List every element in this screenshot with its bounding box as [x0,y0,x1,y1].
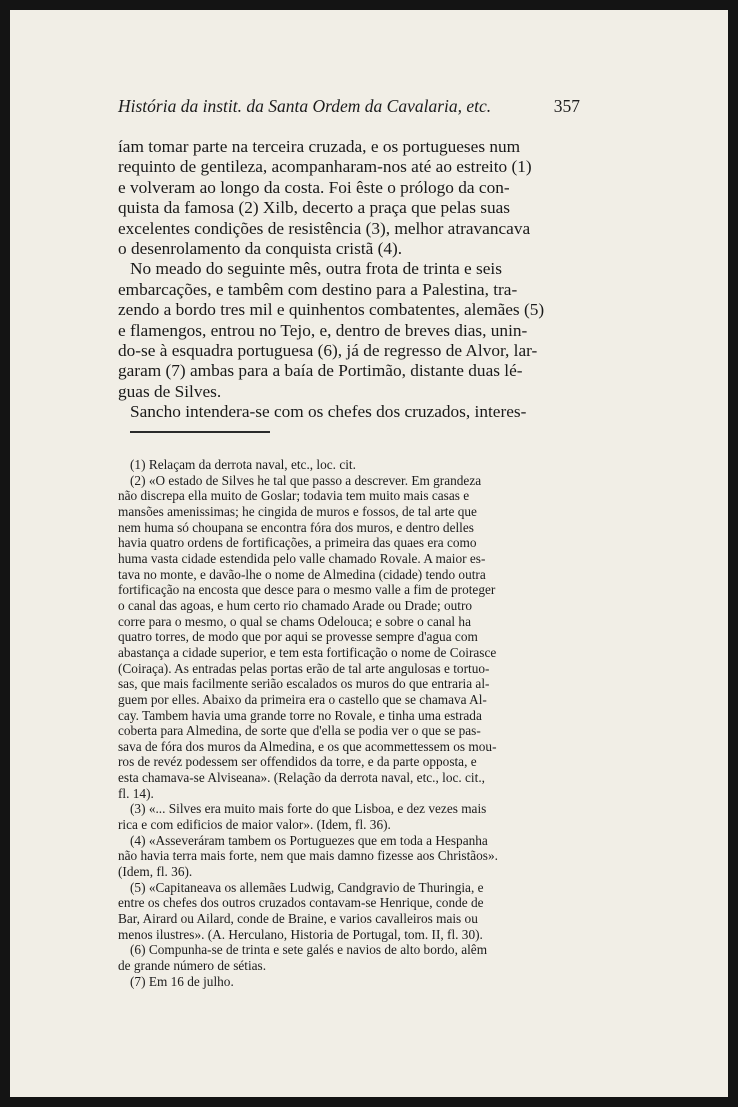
text-line: No meado do seguinte mês, outra frota de trinta e seis [130,259,502,279]
footnote-line: huma vasta cidade estendida pelo valle chamado Rovale. A maior es- [118,550,486,566]
footnote-line: ros de revéz podessem ser offendidos da torre, e da parte opposta, e [118,754,477,770]
running-header [118,96,580,117]
footnote-line: esta chamava-se Alviseana». (Relação da derrota naval, etc., loc. cit., [118,770,485,786]
page-number: 357 [553,96,580,116]
footnote-line: (Coiraça). As entradas pelas portas erão de tal arte angulosas e tortuo- [118,660,490,676]
footnote-line: (3) «... Silves era muito mais forte do que Lisboa, e dez vezes mais [130,801,487,817]
footnote-line: o canal das agoas, e hum certo rio chamado Arade ou Drade; outro [118,597,473,613]
footnote-line: (Idem, fl. 36). [118,864,193,880]
footnote-line: rica e com edificios de maior valor». (Idem, fl. 36). [118,817,391,833]
footnote-line: entre os chefes dos outros cruzados contavam-se Henrique, conde de [118,895,484,911]
footnote-line: Bar, Airard ou Ailard, conde de Braine, e varios cavalleiros mais ou [118,911,478,927]
text-line: íam tomar parte na terceira cruzada, e os portugueses num [118,137,521,156]
footnote-line: coberta para Almedina, de sorte que d'ella se podia ver o que se pas- [118,723,481,739]
text-line: guas de Silves. [118,381,222,401]
main-text [118,137,591,423]
footnote-line: não havia terra mais forte, nem que mais damno fizesse aos Christãos». [118,848,498,864]
footnote-line: (2) «O estado de Silves he tal que passo a descrever. Em grandeza [130,472,482,488]
footnote-line: de grande número de sétias. [118,958,267,973]
footnote-line: corre para o mesmo, o qual se chams Odelouca; e sobre o canal ha [118,613,471,629]
footnote-line: guem por elles. Abaixo da primeira era o castello que se chamava Al- [118,691,487,707]
footnote-line: sas, que mais facilmente serião escalados os muros do que entraria al- [118,676,490,692]
footnote-line: quatro torres, de modo que por aqui se provesse sempre d'agua com [118,629,478,645]
footnote-line: fortificação na encosta que desce para o mesmo valle a fim de proteger [118,582,496,598]
footnote-separator [130,431,270,433]
footnotes [118,457,591,989]
footnote-line: sava de fóra dos muros da Almedina, e os que acommettessem os mou- [118,738,497,754]
text-line: Sancho intendera-se com os chefes dos cruzados, interes- [130,402,527,422]
text-line: embarcações, e tambêm com destino para a Palestina, tra- [118,279,518,299]
footnote-line: nem huma só choupana se encontra fóra dos muros, e dentro delles [118,519,474,535]
text-line: excelentes condições de resistência (3), melhor atravancava [118,218,531,238]
footnote-line: (4) «Asseveráram tambem os Portuguezes que em toda a Hespanha [130,832,488,848]
footnote-line: não discrepa ella muito de Goslar; todavia tem muito mais casas e [118,488,470,504]
text-line: e flamengos, entrou no Tejo, e, dentro de breves dias, unin- [118,320,528,340]
text-line: do-se à esquadra portuguesa (6), já de regresso de Alvor, lar- [118,341,538,361]
text-line: zendo a bordo tres mil e quinhentos combatentes, alemães (5) [118,300,545,320]
text-line: e volveram ao longo da costa. Foi êste o prólogo da con- [118,177,510,197]
footnote-line: fl. 14). [118,785,154,801]
footnote-line: (7) Em 16 de julho. [130,973,234,989]
text-line: requinto de gentileza, acompanharam-nos até ao estreito (1) [118,157,532,177]
footnote-line: menos ilustres». (A. Herculano, Historia de Portugal, tom. II, fl. 30). [118,926,483,942]
running-title: História da instit. da Santa Ordem da Cavalaria, etc. [118,96,492,116]
footnote-line: (6) Compunha-se de trinta e sete galés e navios de alto bordo, alêm [130,942,488,958]
footnote-line: havia quatro ordens de fortificações, a primeira das quaes era como [118,535,477,551]
footnote-line: mansões amenissimas; he cingida de muros e fossos, de tal arte que [118,503,477,519]
footnote-line: cay. Tambem havia uma grande torre no Rovale, e tinha uma estrada [118,707,482,723]
text-line: garam (7) ambas para a baía de Portimão, distante duas lé- [118,361,523,381]
footnote-line: (5) «Capitaneava os allemães Ludwig, Candgravio de Thuringia, e [130,879,484,895]
text-line: quista da famosa (2) Xilb, decerto a praça que pelas suas [118,198,511,218]
footnote-line: tava no monte, e davão-lhe o nome de Almedina (cidade) tendo outra [118,566,486,582]
text-line: o desenrolamento da conquista cristã (4). [118,239,403,259]
footnote-line: (1) Relaçam da derrota naval, etc., loc. cit. [130,457,356,472]
footnote-line: abastança a cidade superior, e tem esta fortificação o nome de Coirasce [118,644,497,660]
book-page [10,10,728,1097]
